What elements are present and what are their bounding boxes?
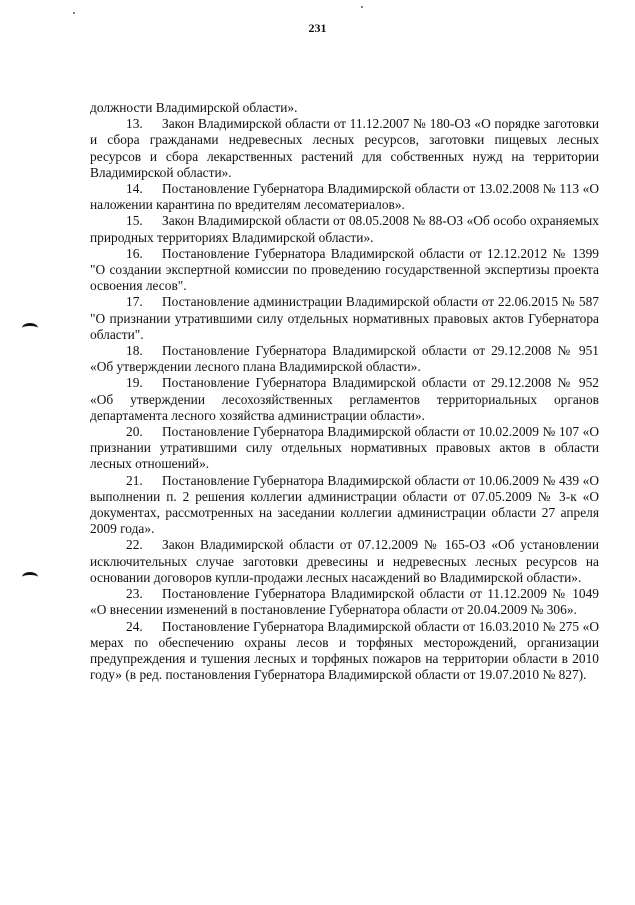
list-item — [90, 537, 599, 586]
list-item-number: 22. — [126, 537, 143, 553]
list-item — [90, 473, 599, 538]
list-item-number: 16. — [126, 245, 143, 261]
list-item-number: 17. — [126, 294, 143, 310]
list-item-text: Постановление Губернатора Владимирской области от 10.02.2009 № 107 «О признании утратившими силу отдельных нормативных правовых актов в области лесных отношений». — [90, 424, 599, 472]
list-item-number: 24. — [126, 618, 143, 634]
list-item-number: 21. — [126, 472, 143, 488]
page-number: 231 — [308, 21, 327, 35]
list-item — [90, 586, 599, 618]
list-item — [90, 343, 599, 375]
list-item-text: Закон Владимирской области от 07.12.2009 № 165-ОЗ «Об установлении исключительных случае заготовки древесины и недревесных лесных ресурсов на основании договоров купли-продажи лесных насаждений во Владимирской области». — [90, 537, 599, 585]
list-item — [90, 424, 599, 473]
scan-speck — [73, 12, 75, 14]
list-item-text: Закон Владимирской области от 11.12.2007 № 180-ОЗ «О порядке заготовки и сбора гражданами недревесных лесных ресурсов, заготовки пищевых лесных ресурсов и сбора лекарственных растений для собственных нужд на территории Владимирской области». — [90, 116, 599, 180]
list-item-number: 14. — [126, 181, 143, 197]
list-item — [90, 294, 599, 343]
list-item-text: Постановление Губернатора Владимирской области от 29.12.2008 № 951 «Об утверждении лесного плана Владимирской области». — [90, 343, 599, 375]
list-item-number: 18. — [126, 343, 143, 359]
list-item-text: Постановление Губернатора Владимирской области от 11.12.2009 № 1049 «О внесении изменений в постановление Губернатора области от 20.04.2009 № 306». — [90, 586, 599, 618]
binder-hole-mark-top — [22, 323, 38, 333]
list-item-number: 15. — [126, 213, 143, 229]
list-item-text: Постановление Губернатора Владимирской области от 13.02.2008 № 113 «О наложении карантина по вредителям лесоматериалов». — [90, 181, 599, 213]
scan-speck — [361, 6, 363, 8]
list-item-text: Постановление Губернатора Владимирской области от 16.03.2010 № 275 «О мерах по обеспечению охраны лесов и торфяных месторождений, организации предупреждения и тушения лесных и торфяных пожаров на территории области в 2010 году» (в ред. постановления Губернатора Владимирской области от 19.07.2010 № 827). — [90, 618, 599, 683]
list-item-number: 19. — [126, 375, 143, 391]
list-item-text: Постановление Губернатора Владимирской области от 12.12.2012 № 1399 "О создании экспертной комиссии по проведению государственной экспертизы проекта освоения лесов". — [90, 245, 599, 294]
document-body — [90, 100, 599, 683]
list-item-text: Постановление Губернатора Владимирской области от 29.12.2008 № 952 «Об утверждении лесохозяйственных регламентов территориальных органов департамента лесного хозяйства администрации области». — [90, 375, 599, 423]
entry-list — [90, 116, 599, 683]
list-item-number: 20. — [126, 424, 143, 440]
list-item — [90, 116, 599, 181]
list-item-text: Постановление администрации Владимирской области от 22.06.2015 № 587 "О признании утратившими силу отдельных нормативных правовых актов Губернатора области". — [90, 294, 599, 342]
list-item — [90, 213, 599, 245]
list-item-text: Постановление Губернатора Владимирской области от 10.06.2009 № 439 «О выполнении п. 2 решения коллегии администрации области от 07.05.2009 № 3-к «О документах, рассмотренных на заседании коллегии администрации области 27 апреля 2009 года». — [90, 472, 599, 537]
list-item — [90, 619, 599, 684]
list-item-number: 13. — [126, 116, 143, 132]
list-item — [90, 375, 599, 424]
list-item-number: 23. — [126, 586, 143, 602]
continuation-line: должности Владимирской области». — [90, 100, 298, 115]
list-item-text: Закон Владимирской области от 08.05.2008 № 88-ОЗ «Об особо охраняемых природных территориях Владимирской области». — [90, 213, 599, 245]
binder-hole-mark-bottom — [22, 572, 38, 582]
list-item — [90, 246, 599, 295]
list-item — [90, 181, 599, 213]
